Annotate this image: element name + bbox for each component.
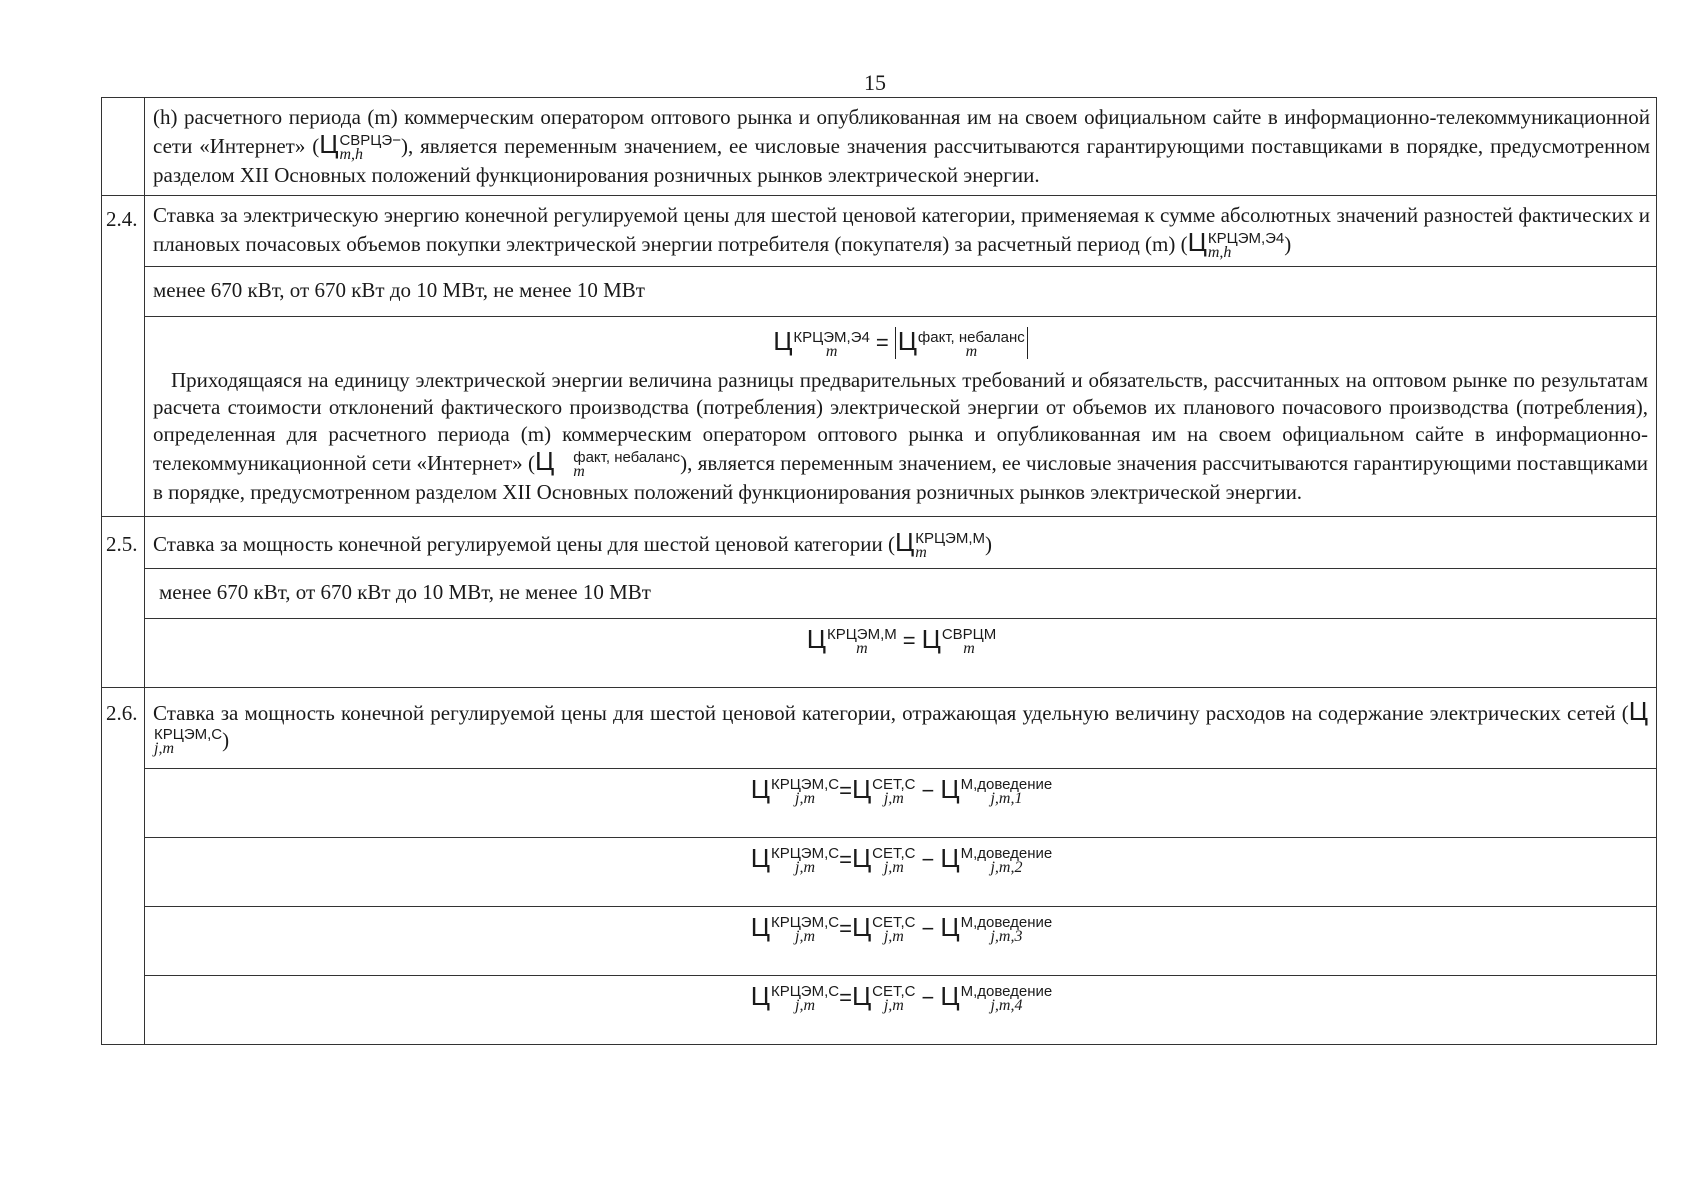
symbol-subscript: m bbox=[963, 640, 975, 658]
section-2-5-title bbox=[145, 516, 1657, 568]
price-symbol: Ц bbox=[940, 981, 960, 1012]
section-2-6-formula-cell bbox=[145, 976, 1657, 1045]
page-number: 15 bbox=[864, 70, 886, 95]
section-2-6-formula-cell bbox=[145, 838, 1657, 907]
symbol-subscript: j,m bbox=[883, 928, 904, 946]
section-2-5-formula-cell bbox=[145, 618, 1657, 687]
symbol-subscript: j,m bbox=[795, 859, 816, 877]
symbol-superscript: СЕТ,C bbox=[872, 845, 916, 863]
formula-2-6-2 bbox=[153, 844, 1650, 875]
symbol-subscript: j,m,4 bbox=[990, 997, 1023, 1015]
price-symbol: Ц bbox=[750, 912, 770, 943]
symbol-subscript: m bbox=[825, 342, 838, 360]
section-2-4-title-text: Ставка за электрическую энергию конечной регулируемой цены для шестой ценовой категории, применяемая к сумме абсолютных значений разностей фактических и плановых почасовых объемов покупки электрической энергии потребителя (покупателя) за расчетный период (m) ( bbox=[153, 203, 1650, 257]
row-number-2-4: 2.4. bbox=[102, 196, 145, 517]
price-symbol: Ц bbox=[940, 843, 960, 874]
price-symbol: Ц bbox=[851, 981, 872, 1012]
minus-sign: − bbox=[921, 916, 935, 942]
price-symbol: Ц bbox=[535, 445, 555, 476]
symbol-subscript: m bbox=[915, 543, 927, 561]
price-symbol: Ц bbox=[940, 912, 960, 943]
close-paren: ) bbox=[222, 727, 230, 752]
equals-sign: = bbox=[839, 778, 852, 804]
absolute-value bbox=[895, 327, 1028, 358]
symbol-subscript: j,m,2 bbox=[990, 859, 1023, 877]
price-symbol: Ц bbox=[940, 774, 960, 805]
equals-sign: = bbox=[902, 627, 916, 653]
section-2-4-formula-cell bbox=[145, 317, 1657, 516]
symbol-subscript: m,h bbox=[339, 146, 364, 164]
symbol-superscript: КРЦЭМ,М bbox=[915, 529, 985, 547]
price-symbol: Ц bbox=[1187, 227, 1207, 258]
continuation-text-b: ), является переменным значением, ее числовые значения рассчитываются гарантирующими поставщиками в порядке, предусмотренном разделом XII Основных положений функционирования розничных рынков электрической энергии. bbox=[153, 134, 1650, 188]
row-number-empty bbox=[102, 98, 145, 196]
equals-sign: = bbox=[839, 985, 852, 1011]
symbol-superscript: М,доведение bbox=[960, 776, 1053, 794]
table-row-2-5-formula bbox=[102, 618, 1657, 687]
continuation-text bbox=[145, 98, 1657, 196]
symbol-superscript: КРЦЭМ,Э4 bbox=[1207, 230, 1285, 248]
table-row-2-5-title bbox=[102, 516, 1657, 568]
symbol-subscript: j,m bbox=[154, 740, 174, 758]
price-symbol: Ц bbox=[894, 526, 915, 557]
section-2-4-description bbox=[153, 367, 1648, 506]
table-row-2-6-formula bbox=[102, 907, 1657, 976]
table-row-2-4-title bbox=[102, 196, 1657, 267]
symbol-subscript: j,m bbox=[883, 790, 904, 808]
minus-sign: − bbox=[921, 778, 935, 804]
price-symbol: Ц bbox=[851, 843, 872, 874]
symbol-superscript: М,доведение bbox=[960, 845, 1053, 863]
symbol-superscript: КРЦЭМ,Э4 bbox=[793, 328, 870, 346]
symbol-superscript: СЕТ,C bbox=[872, 914, 916, 932]
section-2-5-title-text: Ставка за мощность конечной регулируемой цены для шестой ценовой категории ( bbox=[153, 531, 895, 556]
price-symbol: Ц bbox=[750, 774, 770, 805]
description-text-a: Приходящаяся на единицу электрической энергии величина разницы предварительных требований и обязательств, рассчитанных на оптовом рынке по результатам расчета стоимости отклонений фактического производства (потребления) электрической энергии от объемов их планового почасового производства (потребления), определенная для расчетного периода (m) коммерческим оператором оптового рынка и опубликованная им на своем официальном сайте в информационно-телекоммуникационной сети «Интернет» ( bbox=[153, 367, 1648, 475]
section-2-5-range: менее 670 кВт, от 670 кВт до 10 МВт, не менее 10 МВт bbox=[145, 568, 1657, 618]
price-symbol: Ц bbox=[851, 774, 872, 805]
symbol-subscript: m bbox=[856, 640, 868, 658]
formula-2-5 bbox=[153, 625, 1650, 656]
formula-2-6-4 bbox=[153, 982, 1650, 1013]
price-symbol: Ц bbox=[319, 129, 339, 159]
description-text-b: ), является переменным значением, ее числовые значения рассчитываются гарантирующими поставщиками в порядке, предусмотренном разделом XII Основных положений функционирования розничных рынков электрической энергии. bbox=[153, 450, 1648, 504]
table-row-2-6-formula bbox=[102, 976, 1657, 1045]
section-2-6-title-text: Ставка за мощность конечной регулируемой цены для шестой ценовой категории, отражающая удельную величину расходов на содержание электрических сетей ( bbox=[153, 700, 1629, 725]
symbol-superscript: СВРЦЭ− bbox=[339, 132, 401, 150]
symbol-superscript: КРЦЭМ,C bbox=[770, 845, 840, 863]
symbol-superscript: М,доведение bbox=[960, 914, 1053, 932]
symbol-superscript: КРЦЭМ,М bbox=[826, 626, 897, 644]
symbol-subscript: j,m bbox=[795, 790, 816, 808]
symbol-superscript: КРЦЭМ,C bbox=[770, 983, 840, 1001]
formula-2-6-3 bbox=[153, 913, 1650, 944]
row-number-2-6: 2.6. bbox=[102, 687, 145, 1044]
section-2-6-formula-cell bbox=[145, 907, 1657, 976]
close-paren: ) bbox=[1284, 232, 1292, 257]
table-row-2-4-formula bbox=[102, 317, 1657, 516]
table-row-2-4-range bbox=[102, 267, 1657, 317]
price-symbol: Ц bbox=[750, 843, 770, 874]
symbol-subscript: j,m,3 bbox=[990, 928, 1023, 946]
price-symbol: Ц bbox=[773, 326, 793, 357]
symbol-subscript: j,m bbox=[883, 997, 904, 1015]
tariff-table bbox=[101, 97, 1657, 1045]
equals-sign: = bbox=[839, 847, 852, 873]
symbol-subscript: j,m,1 bbox=[990, 790, 1023, 808]
section-2-4-title bbox=[145, 196, 1657, 267]
table-row-2-6-formula bbox=[102, 838, 1657, 907]
symbol-subscript: j,m bbox=[795, 928, 816, 946]
symbol-subscript: j,m bbox=[883, 859, 904, 877]
table-row-2-6-formula bbox=[102, 769, 1657, 838]
section-2-6-formula-cell bbox=[145, 769, 1657, 838]
symbol-superscript: СЕТ,C bbox=[872, 983, 916, 1001]
symbol-superscript: СВРЦМ bbox=[941, 626, 997, 644]
row-number-2-5: 2.5. bbox=[102, 516, 145, 687]
formula-2-4 bbox=[153, 323, 1648, 366]
symbol-superscript: КРЦЭМ,C bbox=[770, 914, 840, 932]
price-symbol: Ц bbox=[851, 912, 872, 943]
price-symbol: Ц bbox=[897, 326, 917, 357]
price-symbol: Ц bbox=[1628, 695, 1648, 726]
section-2-6-title bbox=[145, 687, 1657, 768]
table-row-2-6-title bbox=[102, 687, 1657, 768]
price-symbol: Ц bbox=[750, 981, 770, 1012]
section-2-4-range: менее 670 кВт, от 670 кВт до 10 МВт, не менее 10 МВт bbox=[145, 267, 1657, 317]
symbol-subscript: m bbox=[573, 462, 585, 480]
minus-sign: − bbox=[921, 985, 935, 1011]
symbol-superscript: СЕТ,C bbox=[872, 776, 916, 794]
symbol-superscript: факт, небаланс bbox=[573, 448, 681, 466]
symbol-subscript: m bbox=[965, 342, 978, 360]
continuation-text-a: (h) расчетного периода (m) коммерческим оператором оптового рынка и опубликованная им на своем официальном сайте в информационно-телекоммуникационной сети «Интернет» ( bbox=[153, 105, 1650, 158]
minus-sign: − bbox=[921, 847, 935, 873]
table-row-continuation bbox=[102, 98, 1657, 196]
symbol-superscript: М,доведение bbox=[960, 983, 1053, 1001]
price-symbol: Ц bbox=[921, 623, 941, 654]
symbol-superscript: КРЦЭМ,С bbox=[154, 726, 223, 744]
table-row-2-5-range bbox=[102, 568, 1657, 618]
symbol-subscript: m,h bbox=[1207, 244, 1232, 262]
equals-sign: = bbox=[839, 916, 852, 942]
equals-sign: = bbox=[875, 330, 889, 356]
symbol-superscript: КРЦЭМ,C bbox=[770, 776, 840, 794]
close-paren: ) bbox=[985, 531, 992, 556]
symbol-superscript: факт, небаланс bbox=[917, 328, 1025, 346]
price-symbol: Ц bbox=[806, 623, 826, 654]
formula-2-6-1 bbox=[153, 775, 1650, 806]
symbol-subscript: j,m bbox=[795, 997, 816, 1015]
